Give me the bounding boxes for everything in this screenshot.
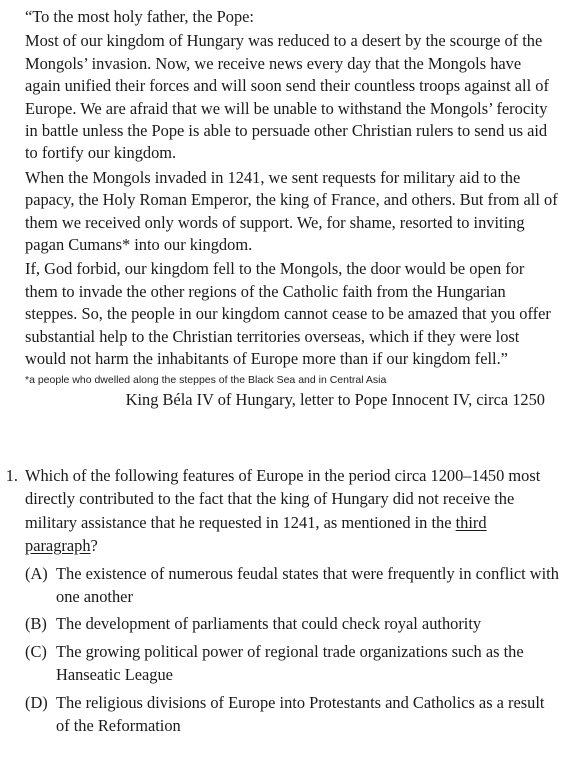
option-d[interactable] — [25, 691, 560, 738]
option-letter: (A) — [25, 563, 48, 583]
question-stem — [25, 464, 550, 558]
option-text: The religious divisions of Europe into Protestants and Catholics as a result of the Reformation — [56, 692, 545, 736]
option-letter: (C) — [25, 641, 47, 661]
option-letter: (B) — [25, 614, 47, 634]
option-text: The existence of numerous feudal states that were frequently in conflict with one another — [56, 563, 559, 607]
option-a[interactable] — [25, 562, 560, 609]
source-paragraph-3: If, God forbid, our kingdom fell to the Mongols, the door would be open for them to invade the other regions of the Catholic faith from the Hungarian steppes. So, the people in our kingdom cannot cease to be amazed that you offer substantial help to the Christian territories overseas, which if they were lost would not harm the inhabitants of Europe more than if our kingdom fell.” — [25, 259, 551, 369]
option-c[interactable] — [25, 640, 560, 687]
source-paragraph-1: Most of our kingdom of Hungary was reduced to a desert by the scourge of the Mongols’ invasion. Now, we receive news every day that the Mongols have again unified their forces and will soon send their countless troops against all of Europe. We are afraid that we will be unable to withstand the Mongols’ ferocity in battle unless the Pope is able to persuade other Christian rulers to send us aid to fortify our kingdom. — [25, 31, 549, 163]
option-text: The growing political power of regional trade organizations such as the Hanseatic League — [56, 641, 524, 685]
answer-options — [25, 562, 560, 738]
question-block — [0, 464, 565, 741]
option-letter: (D) — [25, 692, 48, 712]
question-stem-end: ? — [90, 536, 98, 556]
question-stem-underlined: third paragraph — [25, 512, 487, 556]
question-stem-text: Which of the following features of Europe in the period circa 1200–1450 most directly contributed to the fact that the king of Hungary did not receive the military assistance that he requested in 1241, as mentioned in the — [25, 466, 541, 532]
option-text: The development of parliaments that could check royal authority — [56, 614, 482, 634]
source-footnote: *a people who dwelled along the steppes of the Black Sea and in Central Asia — [25, 373, 387, 386]
source-attribution: King Béla IV of Hungary, letter to Pope Innocent IV, circa 1250 — [125, 389, 545, 409]
question-number: 1. — [5, 466, 18, 485]
option-b[interactable] — [25, 612, 560, 635]
source-paragraph-2: When the Mongols invaded in 1241, we sent requests for military aid to the papacy, the Holy Roman Emperor, the king of France, and others. But from all of them we received only words of support. We, for shame, resorted to inviting pagan Cumans* into our kingdom. — [25, 167, 558, 255]
source-excerpt — [25, 6, 560, 413]
source-salutation: “To the most holy father, the Pope: — [25, 7, 254, 26]
